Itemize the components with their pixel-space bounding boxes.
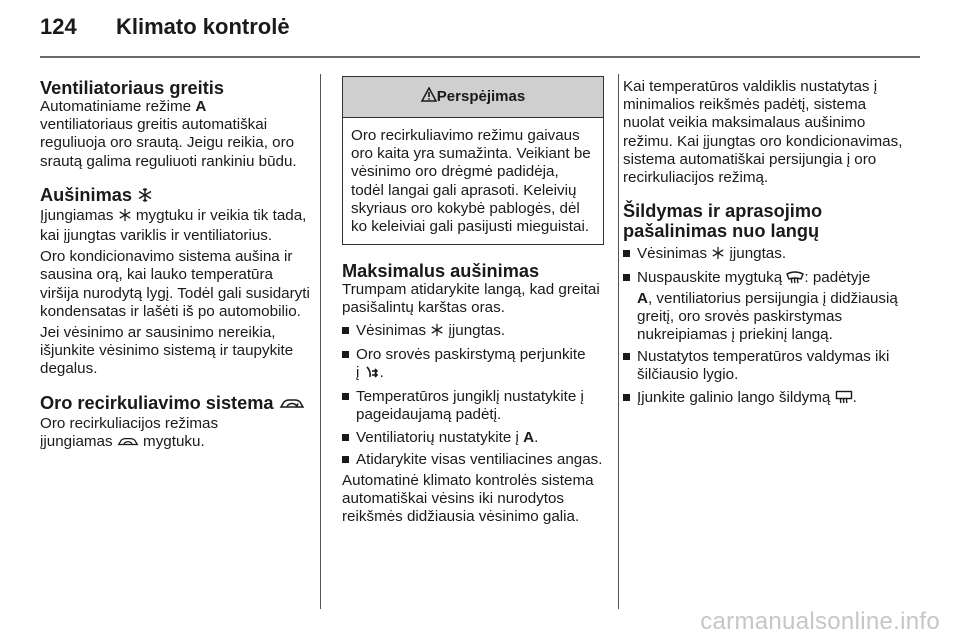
title-text: Oro recirkuliavimo sistema (40, 392, 274, 413)
snowflake-icon (118, 208, 132, 227)
air-distribution-icon (364, 365, 380, 384)
recirculation-text (40, 415, 310, 453)
text-span: Oro srovės paskirstymą perjunkite (356, 345, 586, 363)
page-number: 124 (40, 14, 77, 39)
text-span: Ventiliatorių nustatykite į (356, 428, 524, 446)
max-cooling-summary: Automatinė klimato kontrolės sistema automatiškai vėsins iki nurodytos reikšmės didžiausia vėsinimo galia. (342, 472, 594, 526)
warning-header (343, 77, 603, 118)
text-span: įjungiamas (40, 432, 117, 450)
text-span: mygtuku. (138, 432, 205, 450)
section-recirculation-title (40, 393, 310, 415)
warning-title: Perspėjimas (436, 87, 526, 105)
fan-speed-text (40, 98, 310, 171)
cooling-text-3: Jei vėsinimo ar sausinimo nereikia, išjunkite vėsinimo sistemą ir taupykite degalus. (40, 324, 294, 378)
text-span: . (379, 364, 384, 382)
text-span: Įjungiamas (40, 206, 118, 224)
text-span: Automatiniame režime (40, 98, 196, 115)
text-span: Oro recirkuliacijos režimas (40, 414, 219, 432)
text-span: . (534, 428, 539, 446)
header-rule (40, 56, 920, 58)
text-span: Vėsinimas (356, 321, 431, 339)
text-span: . (852, 388, 857, 406)
section-heating-defrost-title: Šildymas ir aprasojimo pašalinimas nuo langų (623, 201, 823, 242)
text-span: , ventiliatorius persijungia į didžiausią greitį, oro srovės paskirstymas nukreipiamas į priekinį langą. (637, 289, 898, 344)
text-span: mygtuku ir veikia tik tada, kai įjungtas variklis ir ventiliatorius. (40, 206, 307, 245)
snowflake-icon (711, 246, 725, 265)
section-cooling-title (40, 185, 310, 207)
warning-box (342, 76, 604, 245)
cooling-text-2: Oro kondicionavimo sistema aušina ir sausina orą, kai lauko temperatūra viršija nurodytą lygį. Todėl gali susidaryti kondensatas ir lašėti iš po automobilio. (40, 248, 310, 320)
heating-list (623, 245, 905, 409)
title-text: Aušinimas (40, 184, 132, 205)
auto-symbol: A (195, 98, 207, 115)
column-divider-2 (618, 74, 619, 609)
list-item: Nustatytos temperatūros valdymas iki šilčiausio lygio. (623, 348, 905, 384)
column-3 (623, 78, 905, 409)
snowflake-icon (137, 187, 153, 207)
list-item: Atidarykite visas ventiliacines angas. (342, 451, 604, 469)
column-divider-1 (320, 74, 321, 609)
cooling-text-1 (40, 207, 310, 245)
recirculation-icon (279, 395, 305, 415)
list-item (342, 322, 604, 342)
text-span: į (356, 364, 364, 382)
list-item (342, 429, 604, 447)
auto-symbol: A (523, 428, 535, 446)
column-1 (40, 78, 310, 453)
rear-window-heating-icon (835, 390, 853, 409)
text-span: ventiliatoriaus greitis automatiškai reguliuoja oro srautą. Jeigu reikia, oro srautą galima reguliuoti rankiniu būdu. (40, 116, 297, 170)
text-span: įjungtas. (444, 321, 506, 339)
column-2 (342, 78, 604, 527)
windshield-defrost-icon (786, 270, 804, 289)
list-item (623, 389, 905, 409)
text-span: Vėsinimas (637, 245, 712, 263)
page-title: Klimato kontrolė (116, 14, 290, 39)
list-item: Temperatūros jungiklį nustatykite į pageidaujamą padėtį. (342, 388, 604, 424)
section-fan-speed-title: Ventiliatoriaus greitis (40, 78, 224, 98)
text-span: Nuspauskite mygtuką (637, 269, 787, 287)
text-span: : padėtyje (804, 269, 871, 287)
auto-symbol: A (637, 289, 648, 307)
list-item (342, 346, 604, 384)
warning-triangle-icon (421, 87, 437, 107)
list-item (623, 245, 905, 265)
warning-body: Oro recirkuliavimo režimu gaivaus oro kaita yra sumažinta. Veikiant be vėsinimo oro drėgmė padidėja, todėl langai gali aprasoti. Keleivių skyriaus oro kokybė pablogės, dėl ko keleiviai gali pasijusti mieguistai. (351, 127, 591, 236)
recirculation-icon (117, 435, 139, 453)
watermark: carmanualsonline.info (700, 608, 940, 635)
section-max-cooling-title: Maksimalus aušinimas (342, 261, 540, 282)
snowflake-icon (430, 323, 444, 342)
text-span: įjungtas. (725, 245, 787, 263)
max-cooling-list (342, 322, 604, 469)
temperature-text: Kai temperatūros valdiklis nustatytas į minimalios reikšmės padėtį, sistema nuolat veikia maksimalaus aušinimo režimu. Kai įjungtas oro kondicionavimas, sistema automatiškai persijungia į oro recirkuliacijos režimą. (623, 78, 903, 187)
page-header (40, 10, 920, 46)
list-item (623, 269, 905, 344)
max-cooling-text: Trumpam atidarykite langą, kad greitai pasišalintų karštas oras. (342, 281, 600, 317)
text-span: Įjunkite galinio lango šildymą (637, 388, 835, 406)
